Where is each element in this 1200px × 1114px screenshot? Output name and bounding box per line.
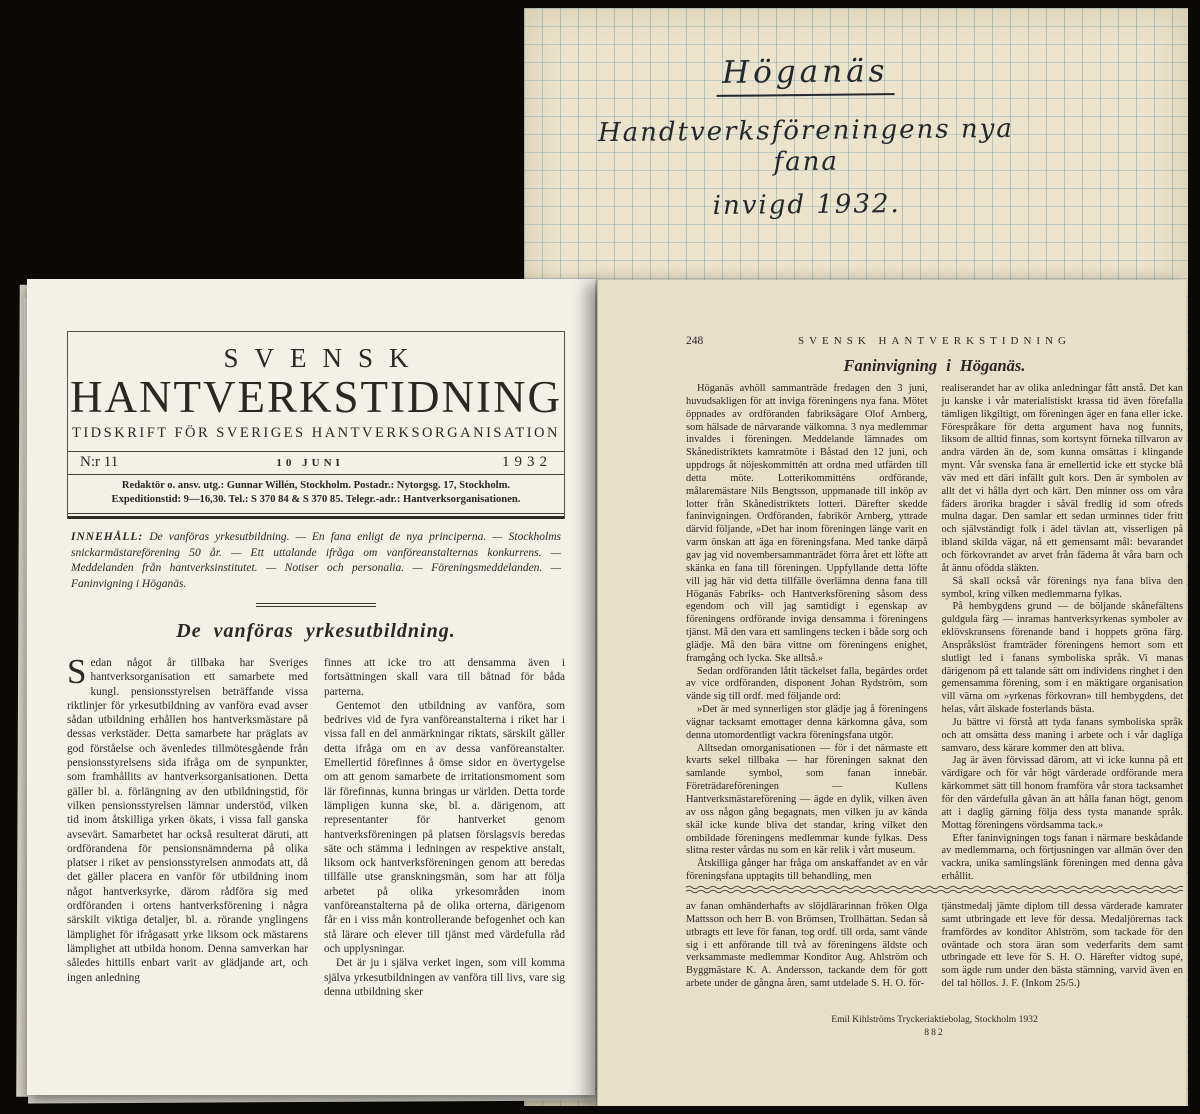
masthead-title-line2: HANTVERKSTIDNING [70,372,562,422]
inner-columns [686,383,1183,881]
paragraph: Det är ju i själva verket ingen, som vill komma själva yrkesutbildningen av vanföra till livs, vare sig denna utbildning sker [324,957,565,998]
journal-front-page [27,279,595,1095]
issue-year: 1932 [502,454,552,470]
paragraph: tjänstmedalj jämte diplom till dessa värderade kamrater samt utbringade ett leve för dessa. Medaljörernas tack framfördes av konditor Ahlström, som tackade för den oväntade och stora äran som vederfarits dem samt utbringade ett leve för S. H. O. Härefter vidtog supé, som ägde rum under den bästa stämning, varvid även en del tal höllos. J. F. (Inkom 25/5.) [941,901,1183,990]
continuation-column-right [942,901,1184,1007]
inner-column-left [686,383,928,881]
journal-inner-page [597,280,1186,1106]
paragraph: Åtskilliga gånger har fråga om anskaffandet av en vår föreningsfana upptagits till behandling, men [686,858,928,881]
paragraph: Efter faninvigningen togs fanan i närmare beskådande av medlemmarna, och förtjusningen var allmän över den vackra, unika samlingslänk föreningen med denna gåva erhållit. [941,832,1183,881]
imprint-number: 882 [924,1027,945,1038]
paragraph: Så skall också vår förenings nya fana bliva den symbol, kring vilken medlemmarna fylkas. [941,575,1183,600]
paragraph: Alltsedan omorganisationen — för i det närmaste ett kvarts sekel tillbaka — har föreningen saknat den samlande symbol, som fanan innebär. Företrädareföreningen — Kullens Hantverksmästareförening — ägde en dylik, vilken även av oss någon gång begagnats, men vilken ju av kända skäl icke kunde bliva det standar, kring vilket den ombildade föreningens medlemmar kunde fylkas. Dess slitna rester vårdas nu som en kär relik i vårt museum. [686,742,928,857]
paragraph: Jag är även förvissad därom, att vi icke kunna på ett värdigare och för vår högt värderade ordförande mera kärkommet sätt till honom framföra vår stora tacksamhet för den värdefulla gåvan än att hålla fanan högt, genom att i daglig gärning följa dess tysta manande språk. Mottag föreningens vördsamma tack.» [941,755,1183,831]
masthead-bottom-rule [68,513,564,519]
handwritten-note [565,51,1047,224]
contents-text: De vanföras yrkesutbildning. — En fana enligt de nya principerna. — Stockholms snickarmästareförening 50 år. — Ett uttalande ifråga om vanföreanstalternas konkurrens. — Meddelanden från hantverksinstitutet. — Notiser och personalia. — Föreningsmeddelanden. — Faninvigning i Höganäs. [71,531,562,590]
contents-summary [67,530,565,592]
paragraph: Sedan ordföranden låtit täckelset falla, begärdes ordet av vice ordföranden, disponent Johan Rydström, som vände sig till ordf. med följande ord: [686,665,928,703]
handwritten-line: invigd 1932. [712,189,901,222]
masthead-title-line1: SVENSK [223,343,425,373]
handwritten-title: Höganäs [716,53,895,97]
page-number: 248 [686,335,704,347]
page-header [686,335,1183,347]
issue-date: 10 JUNI [276,457,344,469]
inner-article-title: Faninvigning i Höganäs. [843,356,1026,375]
issue-row [68,451,564,475]
continuation-column-left [686,901,928,1007]
article-column-left [67,656,308,1056]
paragraph: Ju bättre vi förstå att tyda fanans symboliska språk och att omsätta dess maning i arbete och i vår dagliga samvaro, dess kärare kommer den att bliva. [941,716,1183,754]
paragraph: På hembygdens grund — de böljande skånefältens guldgula färg — inramas hantverksyrkenas symboler av eklövskransens förenande band i hoppets gröna färg. Anspråkslöst framträder föreningens hemort som ett slutligt led i fanans symboliska språk. Vi manas därigenom på ett talande sätt om individens ringhet i den gemensamma förening, som i en mäktigare organisation vill värna om »yrkenas förkovran» till hembygdens, det helas, vårt älskade fosterlands bästa. [941,601,1183,716]
drop-cap: S [67,656,87,691]
inner-column-right [942,383,1184,881]
running-head: SVENSK HANTVERKSTIDNING [798,335,1071,347]
paragraph: av fanan omhänderhafts av slöjdlärarinnan fröken Olga Mattsson och herr B. von Brömsen, Trollhättan. Sedan så utbragts ett leve för fanan, tog ordf. till orda, samt vände sig i ett anförande till två av föreningens äldste och verksammaste medlemmar Konditor Aug. Ahlström och Byggmästare K. A. Andersson, tackande dem för gott arbete under de gångna åren, samt utdelade S. H. O. för- [686,901,928,990]
paragraph [67,656,308,985]
paragraph: Gentemot den utbildning av vanföra, som bedrives vid de fyra vanföreanstalterna i riket har i vissa fall en del anmärkningar riktats, särskilt gäller detta ifråga om en av dessa vanföreanstalter. Emellertid förefinnes å ömse sidor en övertygelse om att genom samarbete de irritationsmoment som lär förefinnas, kunna bringas ur världen. Detta torde lämpligen kunna ske, bl. a. därigenom, att representanter för hantverket genom hantverksföreningen på platsen förslagsvis beredas säte och stämma i ledningen av respektive anstalt, liksom ock hantverksföreningen genom att beredas tillfälle utse granskningsmän, som har att följa arbetet på olika yrkesområden inom vanföreanstalterna på de olika orterna, därigenom får en i viss mån kontrollerande befogenhet och kan stå lärare och elever till tjänst med värdefulla råd och upplysningar. [324,699,565,955]
editor-line: Redaktör o. ansv. utg.: Gunnar Willén, Stockholm. Postadr.: Nytorgsg. 17, Stockholm. [121,480,511,491]
imprint-line: Emil Kihlströms Tryckeriaktiebolag, Stockholm 1932 [831,1014,1038,1025]
article-column-right [324,656,565,1056]
wavy-cut-rule [686,885,1183,894]
office-hours-line: Expeditionstid: 9—16,30. Tel.: S 370 84 & S 370 85. Telegr.-adr.: Hantverksorganisationen. [111,494,521,505]
editor-block [68,475,564,513]
handwritten-line: Handtverksföreningens nya fana [597,113,1014,178]
masthead-subtitle: TIDSKRIFT FÖR SVERIGES HANTVERKSORGANISATION [72,425,560,441]
paragraph: »Det är med synnerligen stor glädje jag å föreningens vägnar tacksamt emottager denna kärkomna gåva, som denna utomordentligt vackra föreningsfana utgör. [686,704,928,741]
paragraph-text: edan något år tillbaka har Sveriges hantverksorganisation ett samarbete med kungl. pensionsstyrelsen beträffande vissa riktlinjer för yrkesutbildning av vanföra evad avser sådan utbildning erhållen hos hantverksmästare på dessas verkstäder. Detta samarbete har präglats av god förståelse och ävenledes tillmötesgående från pensionsstyrelsens sida ifråga om de synpunkter, som framhållits av hantverksorganisationen. Detta gäller bl. a. förlängning av den utbildningstid, för vilken pensionsstyrelsen lämnar understöd, vilken tid inom åtskilliga yrken ökats, i vissa fall ganska avsevärt. Samarbetet har också resulterat däruti, att ordförandena för pensionsnämnderna på olika platser i riket av pensionsstyrelsen anmodats att, då det gäller placera en vanför för utbildning inom något hantverksyrke, därom rådföra sig med ordföranden i ortens hantverksförening i några särskilt viktiga detaljer, bl. a. rörande ynglingens lämplighet för ifrågasatt yrke liksom ock mästarens lämplighet att utbilda honom. Denna samverkan har således hittills enbart varit av glädjande art, och ingen anledning [67,657,308,984]
masthead [67,331,565,519]
article-columns [67,656,565,1056]
paragraph: finnes att icke tro att densamma även i fortsättningen skall vara till båtnad för båda parterna. [324,657,565,698]
pasted-continuation-strip [686,901,1183,1007]
issue-number: N:r 11 [80,454,119,470]
contents-label: INNEHÅLL: [71,531,144,543]
article-title: De vanföras yrkesutbildning. [176,620,456,642]
paragraph: realiserandet har av olika anledningar fått anstå. Det kan ju kanske i vår materialistiskt krassa tid även förefalla tämligen likgiltigt, om föreningen äger en fana eller icke. Förespråkare för detta argument hava nog funnits, liksom de alltid finnas, som kortsynt förneka tillvaron av andra värden än de, som kunna omsättas i klingande mynt. Vår svenska fana är emellertid icke ett stycke blå väv med ett däri infällt gult kors. Den är symbolen av allt det vi hålla dyrt och kärt. Den minner oss om våra fäders ärorika bragder i såväl fredlig id som ofreds mulna dagar. Den samlar ett sedan urminnes tider fritt och självständigt folk i ädel tävlan att, visserligen på ibland skilda vägar, nå ett gemensamt mål: bevarandet och förkovrandet av arvet från fäderna åt våra barn och åt ännu ofödda släkten. [941,383,1183,574]
section-divider [256,603,376,607]
paragraph: Höganäs avhöll sammanträde fredagen den 3 juni, huvudsakligen för att inviga föreningens nya fana. Mötet öppnades av ordföranden fabriksägare Olof Arnberg, som hälsade de närvarande välkomna. 3 nya medlemmar invaldes i föreningen. Meddelande lämnades om Skånedistriktets kamratmöte i Båstad den 12 juni, och uppdrogs åt nöjeskommittén att ordna med utfärden till detta möte. Lotterikommitténs ordförande, målaremästare Nils Bengtsson, uppmanade till inköp av lotter från Skånedistriktets lotteri. Därefter skedde faninvigningen. Ordföranden, fabrikör Arnberg, yttrade därvid följande, »Det har inom föreningen länge varit en varm önskan att äga en föreningsfana. Med tanke därpå gav jag vid novembersammanträdet förra året ett löfte att skänka en fana till föreningen. Uppfyllande detta löfte vill jag här vid detta tillfälle överlämna denna fana till Höganäs Fabriks- och Hantverksförening såsom dess egendom och vill jag samtidigt i egenskap av föreningens ordförande inviga densamma i föreningens tjänst. Må den vara ett samlingens tecken i både sorg och glädje. Må den bära vittne om föreningens enighet, framgång och lycka. Ske alltså.» [686,383,928,664]
